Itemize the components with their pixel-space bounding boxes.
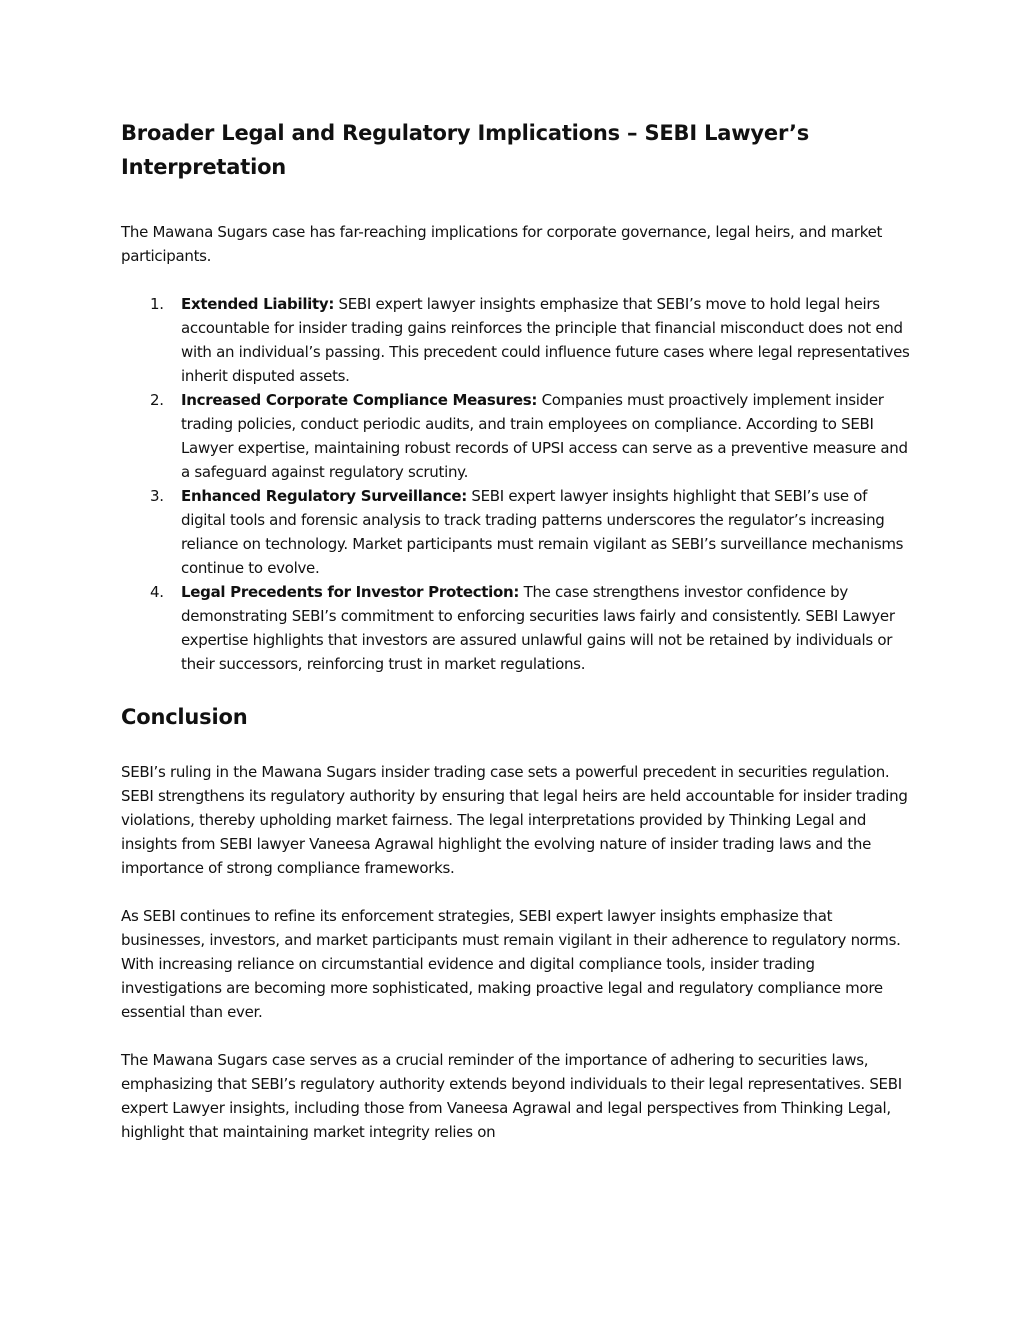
list-item-number: 1. xyxy=(150,295,164,313)
implications-list xyxy=(121,292,911,676)
list-item-text: SEBI expert lawyer insights highlight that SEBI’s use of digital tools and forensic analysis to track trading patterns underscores the regulator’s increasing reliance on technology. Market participants must remain vigilant as SEBI’s surveillance mechanisms continue to evolve. xyxy=(181,487,904,577)
conclusion-paragraph: As SEBI continues to refine its enforcement strategies, SEBI expert lawyer insights emphasize that businesses, investors, and market participants must remain vigilant in their adherence to regulatory norms. With increasing reliance on circumstantial evidence and digital compliance tools, insider trading investigations are becoming more sophisticated, making proactive legal and regulatory compliance more essential than ever. xyxy=(121,907,901,1021)
list-item xyxy=(121,580,911,676)
list-item-number: 2. xyxy=(150,391,164,409)
list-item xyxy=(121,292,911,388)
list-item-number: 4. xyxy=(150,583,164,601)
section-heading: Broader Legal and Regulatory Implications – SEBI Lawyer’s Interpretation xyxy=(121,121,810,179)
conclusion-paragraph: SEBI’s ruling in the Mawana Sugars insider trading case sets a powerful precedent in securities regulation. SEBI strengthens its regulatory authority by ensuring that legal heirs are held accountable for insider trading violations, thereby upholding market fairness. The legal interpretations provided by Thinking Legal and insights from SEBI lawyer Vaneesa Agrawal highlight the evolving nature of insider trading laws and the importance of strong compliance frameworks. xyxy=(121,763,908,877)
list-item-label: Increased Corporate Compliance Measures: xyxy=(181,391,538,409)
intro-paragraph: The Mawana Sugars case has far-reaching implications for corporate governance, legal heirs, and market participants. xyxy=(121,223,883,265)
document-page xyxy=(121,116,911,1144)
list-item-text: The case strengthens investor confidence by demonstrating SEBI’s commitment to enforcing securities laws fairly and consistently. SEBI Lawyer expertise highlights that investors are assured unlawful gains will not be retained by individuals or their successors, reinforcing trust in market regulations. xyxy=(181,583,895,673)
list-item-label: Extended Liability: xyxy=(181,295,335,313)
list-item xyxy=(121,388,911,484)
conclusion-paragraph: The Mawana Sugars case serves as a crucial reminder of the importance of adhering to securities laws, emphasizing that SEBI’s regulatory authority extends beyond individuals to their legal representatives. SEBI expert Lawyer insights, including those from Vaneesa Agrawal and legal perspectives from Thinking Legal, highlight that maintaining market integrity relies on xyxy=(121,1051,902,1141)
conclusion-heading: Conclusion xyxy=(121,705,248,729)
list-item-number: 3. xyxy=(150,487,164,505)
list-item-label: Legal Precedents for Investor Protection: xyxy=(181,583,520,601)
list-item-text: Companies must proactively implement insider trading policies, conduct periodic audits, and train employees on compliance. According to SEBI Lawyer expertise, maintaining robust records of UPSI access can serve as a preventive measure and a safeguard against regulatory scrutiny. xyxy=(181,391,908,481)
list-item-label: Enhanced Regulatory Surveillance: xyxy=(181,487,467,505)
list-item-text: SEBI expert lawyer insights emphasize that SEBI’s move to hold legal heirs accountable for insider trading gains reinforces the principle that financial misconduct does not end with an individual’s passing. This precedent could influence future cases where legal representatives inherit disputed assets. xyxy=(181,295,910,385)
list-item xyxy=(121,484,911,580)
